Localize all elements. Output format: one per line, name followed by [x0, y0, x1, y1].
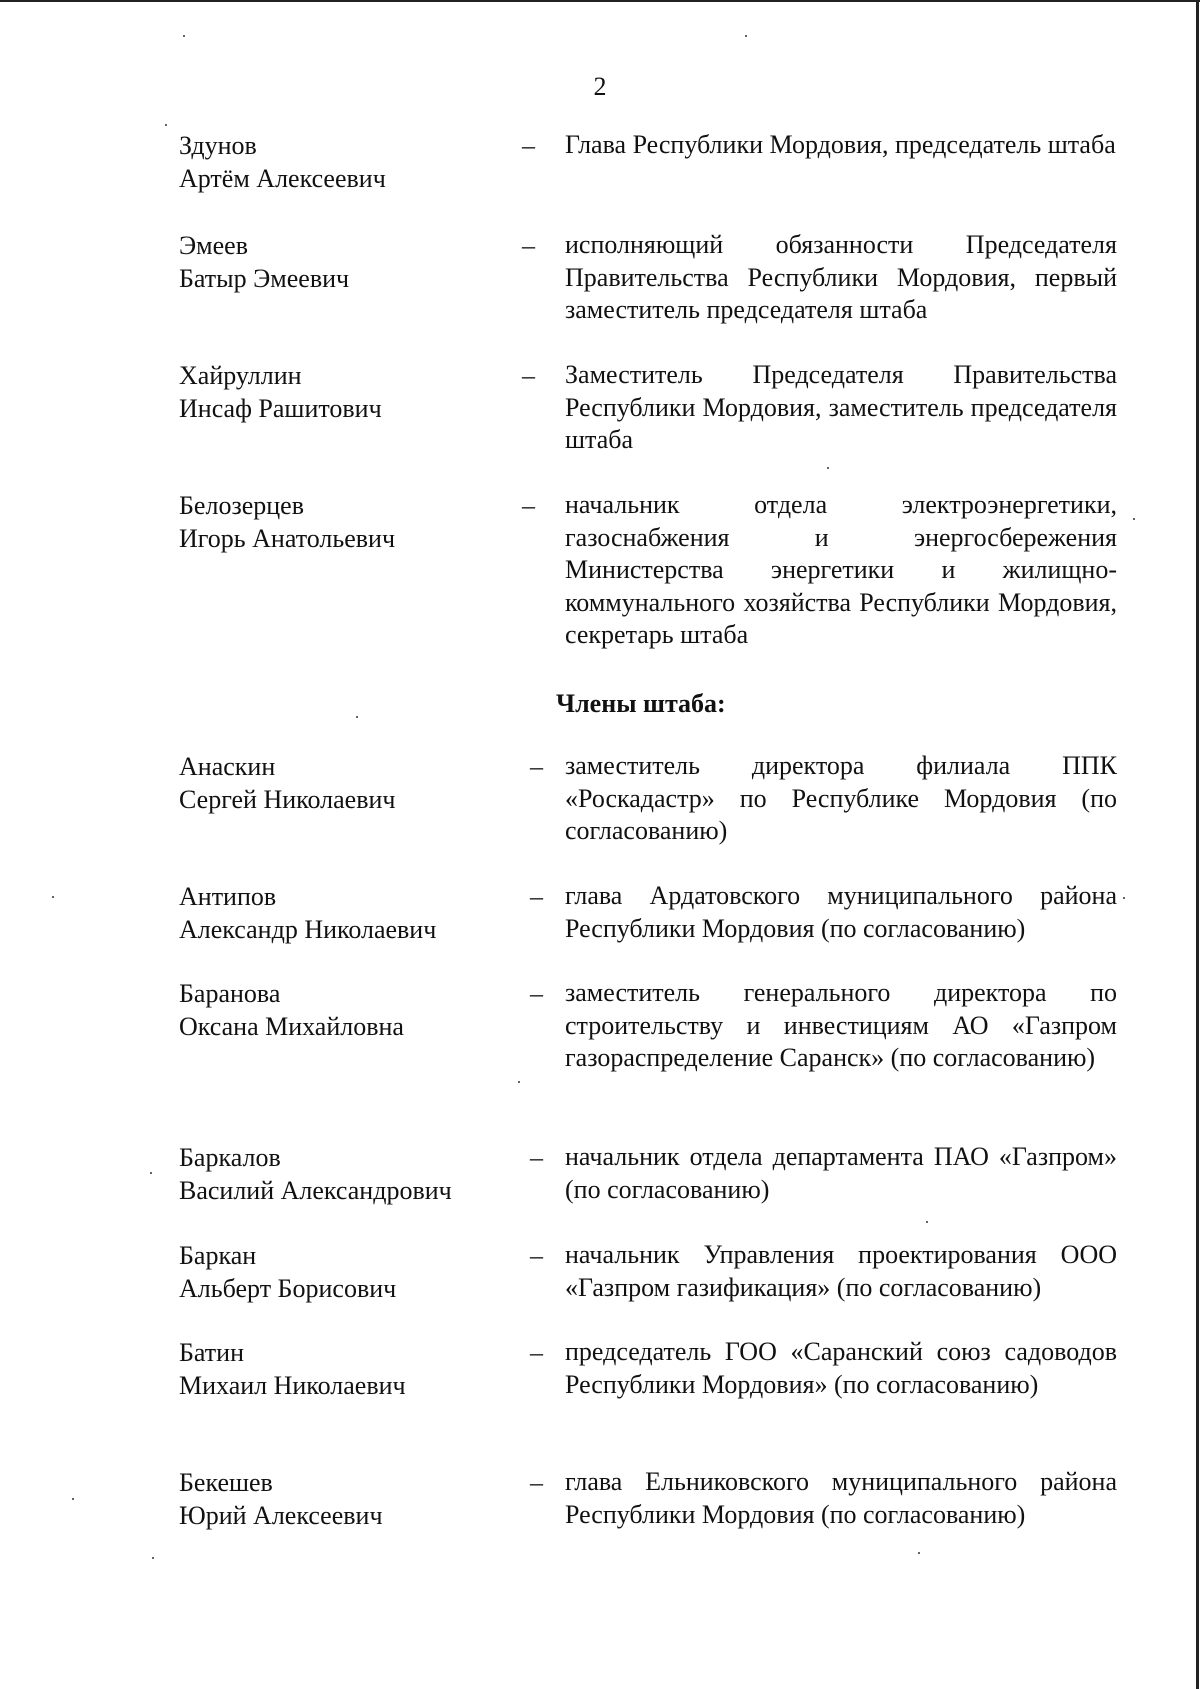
- person-name: [179, 489, 499, 555]
- person-given-names: Михаил Николаевич: [179, 1371, 406, 1400]
- person-given-names: Александр Николаевич: [179, 915, 437, 944]
- scan-speck: [152, 1557, 154, 1559]
- person-given-names: Василий Александрович: [179, 1176, 452, 1205]
- dash-separator: –: [522, 131, 535, 160]
- position-description: Заместитель Председателя Правительства Республики Мордовия, заместитель председателя штаба: [565, 360, 1117, 454]
- person-name: [179, 977, 499, 1043]
- person-given-names: Альберт Борисович: [179, 1274, 397, 1303]
- person-name: [179, 880, 499, 946]
- position-description: начальник Управления проектирования ООО «Газпром газификация» (по согласованию): [565, 1240, 1117, 1302]
- position-description: глава Ельниковского муниципального района Республики Мордовия (по согласованию): [565, 1467, 1117, 1529]
- person-name: [179, 750, 499, 816]
- person-given-names: Артём Алексеевич: [179, 164, 386, 193]
- scan-speck: [72, 1498, 74, 1500]
- person-given-names: Юрий Алексеевич: [179, 1501, 383, 1530]
- position-description: председатель ГОО «Саранский союз садоводов Республики Мордовия» (по согласованию): [565, 1337, 1117, 1399]
- person-surname: Баркан: [179, 1241, 257, 1270]
- dash-separator: –: [530, 752, 543, 781]
- person-surname: Антипов: [179, 882, 277, 911]
- position-description: заместитель генерального директора по строительству и инвестициям АО «Газпром газораспределение Саранск» (по согласованию): [565, 978, 1117, 1072]
- position-description: исполняющий обязанности Председателя Правительства Республики Мордовия, первый заместитель председателя штаба: [565, 230, 1117, 324]
- dash-separator: –: [530, 979, 543, 1008]
- person-given-names: Батыр Эмеевич: [179, 264, 350, 293]
- position-description: заместитель директора филиала ППК «Роскадастр» по Республике Мордовия (по согласованию): [565, 751, 1117, 845]
- person-given-names: Игорь Анатольевич: [179, 524, 396, 553]
- scan-edge-top: [0, 0, 1200, 2]
- position-description: начальник отдела электроэнергетики, газоснабжения и энергосбережения Министерства энергетики и жилищно-коммунального хозяйства Республики Мордовия, секретарь штаба: [565, 490, 1117, 649]
- dash-separator: –: [522, 491, 535, 520]
- members-heading: Члены штаба:: [556, 689, 726, 718]
- position-description: глава Ардатовского муниципального района Республики Мордовия (по согласованию): [565, 881, 1117, 943]
- page-number: 2: [593, 72, 607, 101]
- person-surname: Анаскин: [179, 752, 276, 781]
- person-surname: Здунов: [179, 131, 257, 160]
- person-surname: Баркалов: [179, 1143, 281, 1172]
- scan-speck: [918, 1552, 920, 1554]
- person-name: [179, 1239, 499, 1305]
- scan-speck: [926, 1221, 928, 1223]
- person-surname: Батин: [179, 1338, 244, 1367]
- person-surname: Баранова: [179, 979, 281, 1008]
- person-name: [179, 229, 499, 295]
- person-name: [179, 1336, 499, 1402]
- person-name: [179, 359, 499, 425]
- person-surname: Бекешев: [179, 1468, 273, 1497]
- dash-separator: –: [530, 1468, 543, 1497]
- person-surname: Белозерцев: [179, 491, 304, 520]
- scan-speck: [356, 716, 358, 718]
- dash-separator: –: [530, 1338, 543, 1367]
- person-name: [179, 129, 499, 195]
- dash-separator: –: [530, 1143, 543, 1172]
- person-given-names: Оксана Михайловна: [179, 1012, 404, 1041]
- dash-separator: –: [530, 882, 543, 911]
- scan-speck: [745, 35, 747, 37]
- scan-speck: [150, 1172, 152, 1174]
- person-surname: Эмеев: [179, 231, 248, 260]
- person-given-names: Сергей Николаевич: [179, 785, 396, 814]
- dash-separator: –: [522, 231, 535, 260]
- person-name: [179, 1141, 499, 1207]
- dash-separator: –: [530, 1241, 543, 1270]
- scan-speck: [52, 896, 54, 898]
- position-description: начальник отдела департамента ПАО «Газпром» (по согласованию): [565, 1142, 1117, 1204]
- person-name: [179, 1466, 499, 1532]
- person-given-names: Инсаф Рашитович: [179, 394, 382, 423]
- scan-speck: [518, 1081, 520, 1083]
- scan-edge-right: [1196, 0, 1199, 1689]
- scan-speck: [1133, 518, 1135, 520]
- scan-speck: [827, 467, 829, 469]
- person-surname: Хайруллин: [179, 361, 302, 390]
- dash-separator: –: [522, 361, 535, 390]
- position-description: Глава Республики Мордовия, председатель штаба: [565, 130, 1116, 159]
- scan-speck: [183, 35, 185, 37]
- scan-speck: [1123, 897, 1125, 899]
- scan-speck: [165, 124, 167, 126]
